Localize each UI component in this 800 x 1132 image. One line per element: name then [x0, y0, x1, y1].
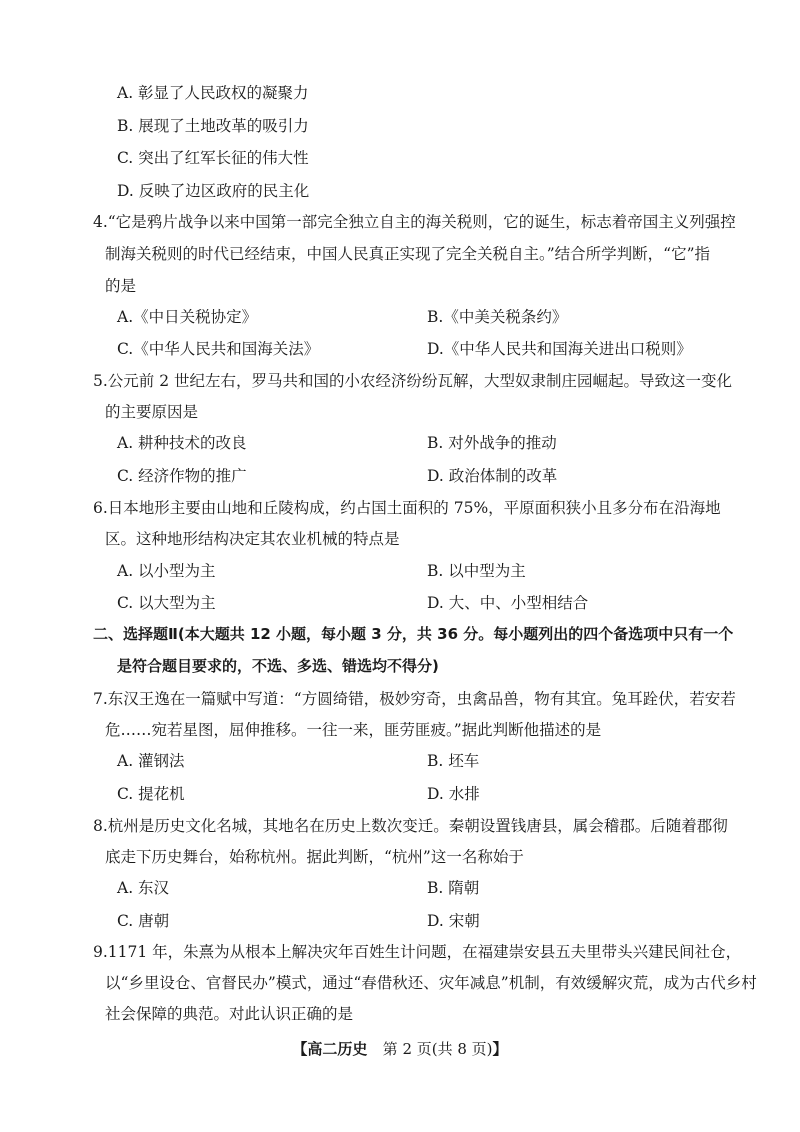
q7-stem-line-2: 危……宛若星图，屈伸推移。一往一来，匪劳匪疲。”据此判断他描述的是 [105, 721, 602, 739]
footer-close-bracket: 】 [492, 1040, 508, 1058]
q7-option-c: C. 提花机 [117, 785, 185, 803]
q6-stem-line-1: 6.日本地形主要由山地和丘陵构成，约占国土面积的 75%，平原面积狭小且多分布在沿海地 [93, 499, 721, 517]
q5-option-d: D. 政治体制的改革 [427, 467, 558, 485]
q8-stem-line-1: 8.杭州是历史文化名城，其地名在历史上数次变迁。秦朝设置钱唐县，属会稽郡。后随着郡彻 [93, 817, 728, 835]
q5-option-c: C. 经济作物的推广 [117, 467, 247, 485]
q6-option-b: B. 以中型为主 [427, 562, 526, 580]
q7-option-a: A. 灌钢法 [117, 752, 185, 770]
q3-option-c: C. 突出了红军长征的伟大性 [117, 149, 309, 167]
footer-page-number: 第 2 页(共 8 页) [382, 1040, 493, 1058]
q4-stem-line-2: 制海关税则的时代已经结束，中国人民真正实现了完全关税自主。”结合所学判断，“它”指 [105, 245, 711, 263]
q6-stem-line-2: 区。这种地形结构决定其农业机械的特点是 [105, 530, 400, 548]
section2-heading-line-1: 二、选择题Ⅱ(本大题共 12 小题，每小题 3 分，共 36 分。每小题列出的四个备选项中只有一个 [93, 625, 734, 643]
q5-option-a: A. 耕种技术的改良 [117, 434, 247, 452]
q4-stem-line-3: 的是 [105, 277, 137, 295]
q8-stem-line-2: 底走下历史舞台，始称杭州。据此判断，“杭州”这一名称始于 [105, 848, 524, 866]
q4-stem-line-1: 4.“它是鸦片战争以来中国第一部完全独立自主的海关税则，它的诞生，标志着帝国主义列强控 [93, 213, 736, 231]
footer-subject: 【高二历史 [292, 1040, 368, 1058]
q8-option-d: D. 宋朝 [427, 912, 480, 930]
q6-option-c: C. 以大型为主 [117, 594, 216, 612]
q3-option-a: A. 彰显了人民政权的凝聚力 [117, 84, 309, 102]
q6-option-a: A. 以小型为主 [117, 562, 216, 580]
q5-stem-line-1: 5.公元前 2 世纪左右，罗马共和国的小农经济纷纷瓦解，大型奴隶制庄园崛起。导致这一变化 [93, 372, 733, 390]
q8-option-a: A. 东汉 [117, 879, 170, 897]
q6-option-d: D. 大、中、小型相结合 [427, 594, 589, 612]
q9-stem-line-3: 社会保障的典范。对此认识正确的是 [105, 1005, 354, 1023]
q4-option-c: C.《中华人民共和国海关法》 [117, 340, 320, 358]
q7-option-d: D. 水排 [427, 785, 480, 803]
q9-stem-line-2: 以“乡里设仓、官督民办”模式，通过“春借秋还、灾年减息”机制，有效缓解灾荒，成为古代乡村 [105, 974, 757, 992]
q5-stem-line-2: 的主要原因是 [105, 403, 199, 421]
q7-option-b: B. 坯车 [427, 752, 480, 770]
q9-stem-line-1: 9.1171 年，朱熹为从根本上解决灾年百姓生计问题，在福建崇安县五夫里带头兴建民间社仓， [93, 943, 742, 961]
q8-option-b: B. 隋朝 [427, 879, 480, 897]
q4-option-d: D.《中华人民共和国海关进出口税则》 [427, 340, 692, 358]
q4-option-a: A.《中日关税协定》 [117, 308, 258, 326]
q3-option-d: D. 反映了边区政府的民主化 [117, 182, 310, 200]
q5-option-b: B. 对外战争的推动 [427, 434, 557, 452]
q8-option-c: C. 唐朝 [117, 912, 170, 930]
page-footer [0, 1038, 800, 1060]
q7-stem-line-1: 7.东汉王逸在一篇赋中写道：“方圆绮错，极妙穷奇，虫禽品兽，物有其宜。兔耳跧伏，若安若 [93, 690, 736, 708]
q4-option-b: B.《中美关税条约》 [427, 308, 568, 326]
section2-heading-line-2: 是符合题目要求的，不选、多选、错选均不得分) [117, 657, 439, 675]
q3-option-b: B. 展现了土地改革的吸引力 [117, 117, 309, 135]
